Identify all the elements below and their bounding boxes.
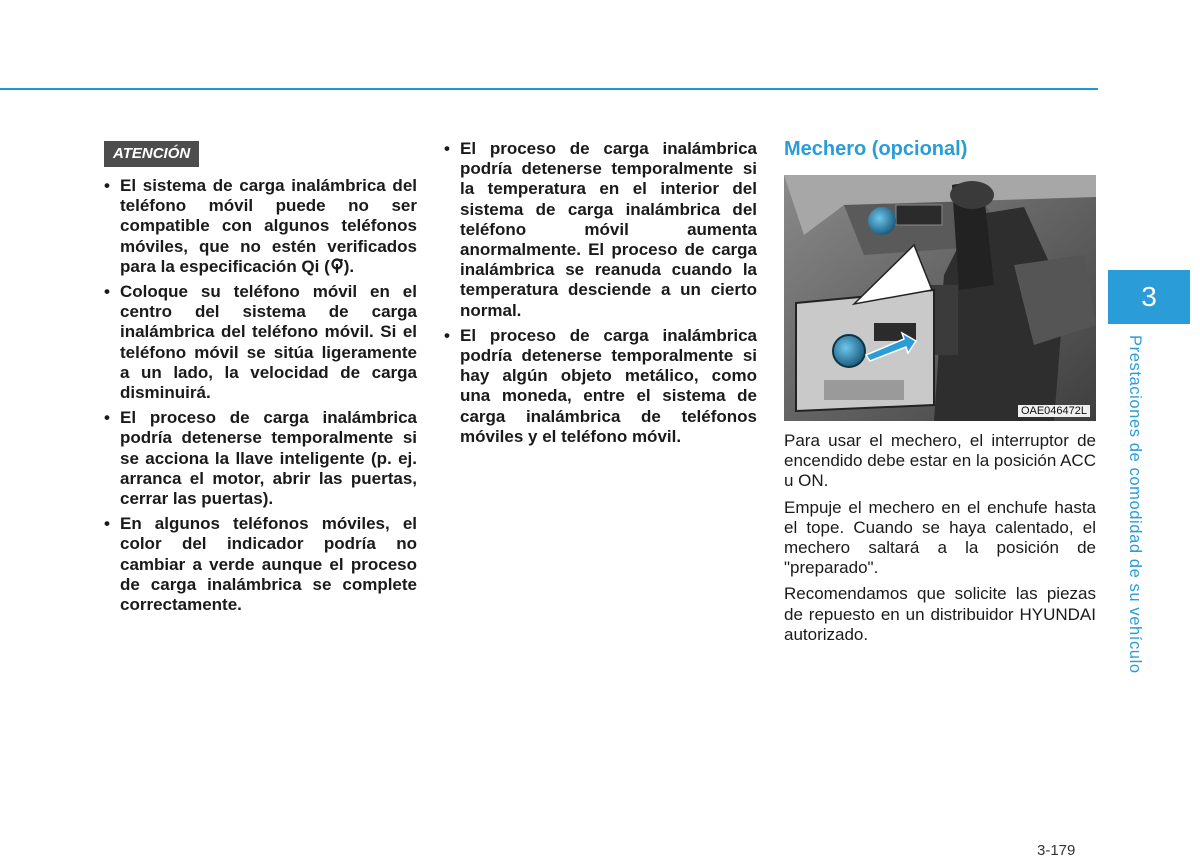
- section-title: Mechero (opcional): [784, 138, 968, 160]
- caution-column-left: [104, 176, 417, 620]
- caution-column-middle: [444, 139, 757, 452]
- bullet-item: [444, 139, 757, 321]
- bullet-item: [104, 176, 417, 277]
- bullet-text: En algunos teléfonos móviles, el color del indicador podría no cambiar a verde aunque el proceso de carga inalámbrica se complete correctamente.: [120, 514, 417, 615]
- bullet-text: El proceso de carga inalámbrica podría detenerse temporalmente si hay algún objeto metálico, como una moneda, entre el sistema de carga inalámbrica de teléfonos móviles y el teléfono móvil.: [460, 325, 757, 446]
- page-number: 3-179: [1037, 842, 1076, 859]
- qi-icon: [330, 258, 344, 274]
- bullet-item: [104, 408, 417, 509]
- cigarette-lighter-figure: [784, 175, 1096, 421]
- top-rule: [0, 88, 1098, 90]
- paragraph: Recomendamos que solicite las piezas de repuesto en un distribuidor HYUNDAI autorizado.: [784, 584, 1096, 644]
- bullet-item: [104, 282, 417, 403]
- caution-label: ATENCIÓN: [104, 141, 199, 167]
- bullet-text-suffix: ).: [343, 256, 355, 276]
- paragraph: Para usar el mechero, el interruptor de encendido debe estar en la posición ACC u ON.: [784, 431, 1096, 491]
- figure-code: OAE046472L: [1018, 405, 1090, 417]
- bullet-text: El sistema de carga inalámbrica del teléfono móvil puede no ser compatible con algunos teléfonos móviles, que no estén verificados para la especificación Qi (: [120, 176, 417, 276]
- bullet-text: Coloque su teléfono móvil en el centro del sistema de carga inalámbrica del teléfono móvil. Si el teléfono móvil se sitúa ligeramente a un lado, la velocidad de carga disminuirá.: [120, 282, 417, 403]
- paragraph: Empuje el mechero en el enchufe hasta el tope. Cuando se haya calentado, el mechero saltará a la posición de "preparado".: [784, 497, 1096, 578]
- bullet-item: [104, 514, 417, 615]
- section-body: [784, 431, 1096, 651]
- bullet-item: [444, 326, 757, 447]
- chapter-title: Prestaciones de comodidad de su vehículo: [1126, 335, 1144, 674]
- chapter-number-tab: 3: [1108, 270, 1190, 324]
- console-illustration: [784, 175, 1096, 421]
- bullet-text: El proceso de carga inalámbrica podría detenerse temporalmente si la temperatura en el interior del sistema de carga inalámbrica del teléfono móvil aumenta anormalmente. El proceso de carga inalámbrica se reanuda cuando la temperatura desciende a un cierto normal.: [460, 139, 757, 320]
- bullet-text: El proceso de carga inalámbrica podría detenerse temporalmente si se acciona la llave inteligente (p. ej. arranca el motor, abrir las puertas, cerrar las puertas).: [120, 408, 417, 509]
